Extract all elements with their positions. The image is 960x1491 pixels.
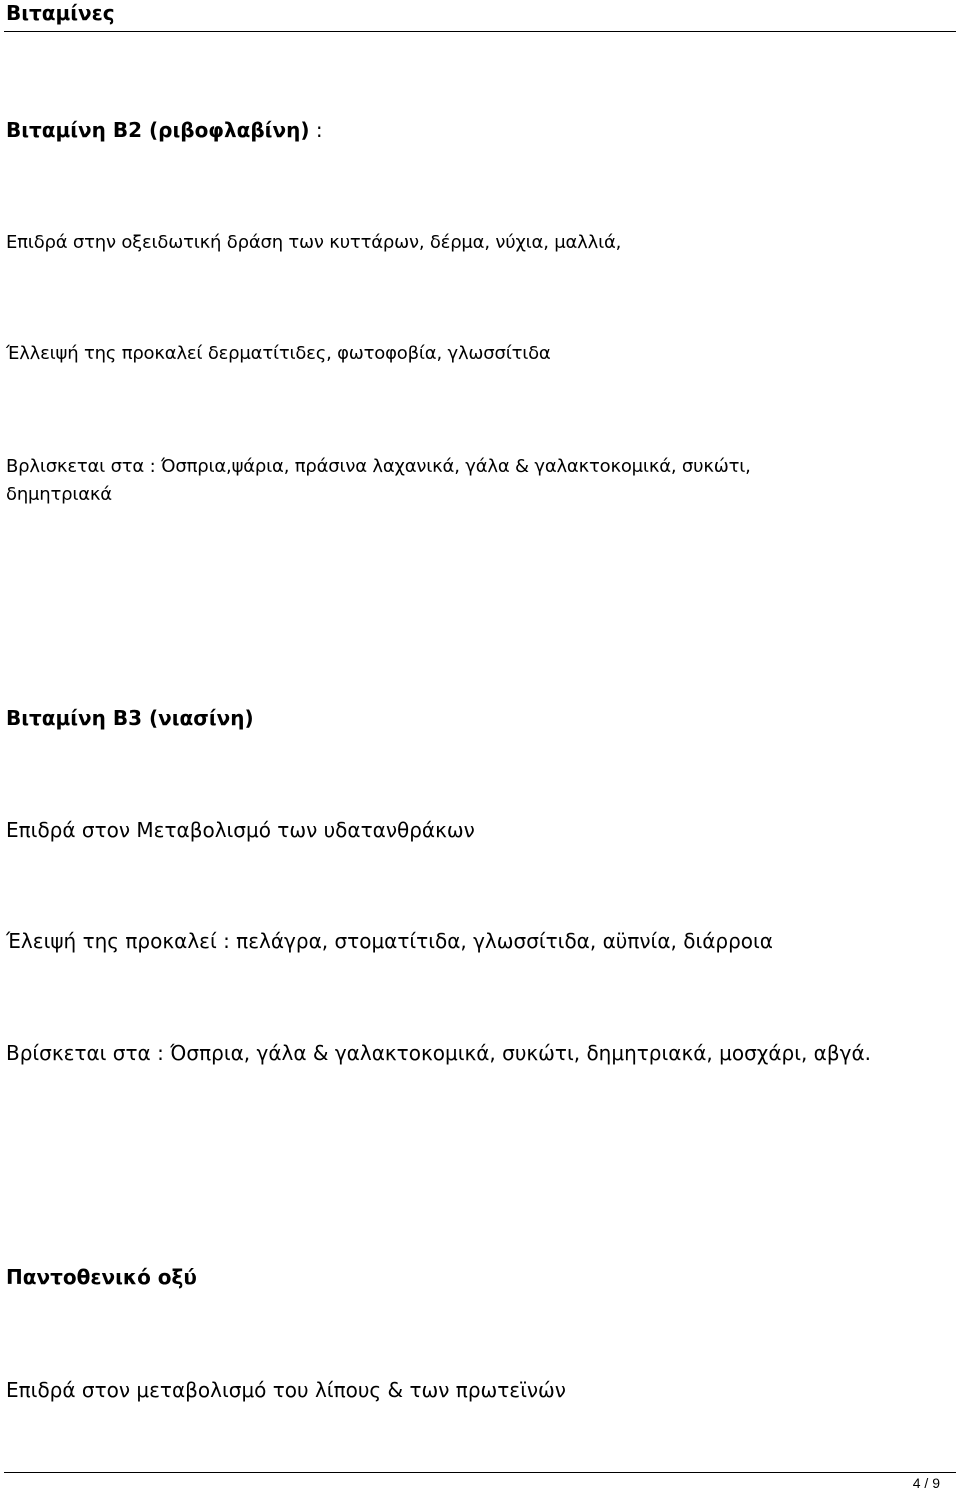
b2-deficiency-line: Έλλειψή της προκαλεί δερματίτιδες, φωτοφοβία, γλωσσίτιδα — [6, 343, 551, 364]
header-divider — [4, 31, 956, 32]
b2-sources-line-1: Βρλισκεται στα : Όσπρια,ψάρια, πράσινα λαχανικά, γάλα & γαλακτοκομικά, συκώτι, — [6, 456, 751, 477]
section-heading-b3: Βιταμίνη Β3 (νιασίνη) — [6, 706, 254, 730]
b2-sources-line-2: δημητριακά — [6, 484, 112, 505]
section-heading-b2 — [6, 118, 323, 142]
b2-effect-line: Επιδρά στην οξειδωτική δράση των κυττάρων, δέρμα, νύχια, μαλλιά, — [6, 232, 622, 253]
page-number: 4 / 9 — [912, 1475, 940, 1491]
footer-divider — [4, 1472, 956, 1473]
page-header-title: Βιταμίνες — [6, 1, 115, 25]
b3-effect-line: Επιδρά στον Μεταβολισμό των υδατανθράκων — [6, 818, 475, 842]
heading-b2-text: Βιταμίνη Β2 (ριβοφλαβίνη) — [6, 118, 310, 142]
pantothenic-effect-line: Επιδρά στον μεταβολισμό του λίπους & των πρωτεϊνών — [6, 1378, 566, 1402]
b3-sources-line: Βρίσκεται στα : Όσπρια, γάλα & γαλακτοκομικά, συκώτι, δημητριακά, μοσχάρι, αβγά. — [6, 1041, 872, 1065]
b3-deficiency-line: Έλειψή της προκαλεί : πελάγρα, στοματίτιδα, γλωσσίτιδα, αϋπνία, διάρροια — [6, 929, 773, 953]
section-heading-pantothenic: Παντοθενικό οξύ — [6, 1265, 197, 1289]
heading-b2-suffix: : — [309, 118, 323, 142]
